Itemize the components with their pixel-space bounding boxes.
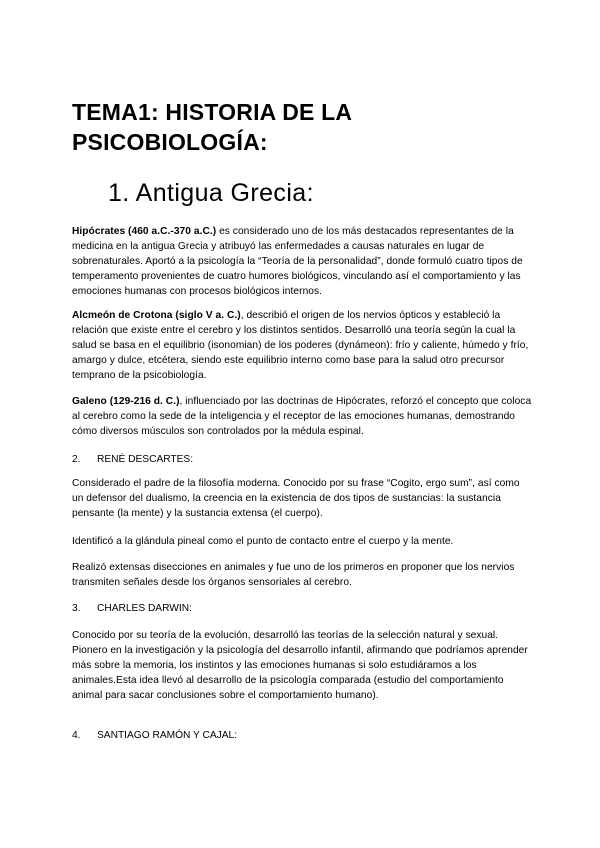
list-number: 2. (72, 454, 81, 465)
section-heading-ramon-y-cajal (72, 728, 237, 743)
section-heading-descartes (72, 452, 193, 467)
list-number: 3. (72, 603, 81, 614)
paragraph-descartes-2: Identificó a la glándula pineal como el punto de contacto entre el cuerpo y la mente. (72, 536, 454, 547)
section-heading-darwin (72, 601, 192, 616)
list-heading-text: SANTIAGO RAMÓN Y CAJAL: (97, 730, 238, 741)
paragraph-alcmeon (72, 308, 532, 383)
document-title: TEMA1: HISTORIA DE LA PSICOBIOLOGÍA: (72, 99, 352, 155)
paragraph-descartes-1: Considerado el padre de la filosofía moderna. Conocido por su frase “Cogito, ergo sum”, así como un defensor del dualismo, la creencia en la existencia de dos tipos de sustancias: la sustancia pensante (la mente) y la sustancia extensa (el cuerpo). (72, 478, 520, 519)
paragraph-darwin: Conocido por su teoría de la evolución, desarrolló las teorías de la selección natural y sexual. Pionero en la investigación y la psicología del desarrollo infantil, afirmando que podríamos aprender más sobre la memoria, los instintos y las emociones humanas si solo estudiáramos a los animales.Esta idea llevó al desarrollo de la psicología comparada (estudio del comportamiento animal para sacar conclusiones sobre el comportamiento humano). (72, 630, 528, 701)
paragraph-hipocrates (72, 224, 532, 299)
paragraph-galeno (72, 394, 532, 439)
alcmeon-name: Alcmeón de Crotona (siglo V a. C.) (72, 310, 241, 321)
list-heading-text: RENÉ DESCARTES: (97, 454, 194, 465)
galeno-text: , influenciado por las doctrinas de Hipócrates, reforzó el concepto que coloca al cerebro como la sede de la inteligencia y el receptor de las emociones humanas, demostrando cómo diversos músculos son controlados por la médula espinal. (72, 396, 532, 437)
alcmeon-text: , describió el origen de los nervios ópticos y estableció la relación que existe entre el cerebro y los distintos sentidos. Desarrolló una teoría según la cual la salud se basa en el equilibrio (isonomian) de los poderes (dynámeon): frío y caliente, húmedo y frío, amargo y dulce, etcétera, siendo este equilibrio interno como base para la salud otro precursor temprano de la psicobiología. (72, 310, 529, 381)
paragraph-descartes-3: Realizó extensas disecciones en animales y fue uno de los primeros en proponer que los nervios transmiten señales desde los órganos sensoriales al cerebro. (72, 562, 515, 588)
section-heading-antigua-grecia: 1. Antigua Grecia: (108, 179, 314, 207)
hipocrates-name: Hipócrates (460 a.C.-370 a.C.) (72, 226, 217, 237)
galeno-name: Galeno (129-216 d. C.) (72, 396, 180, 407)
list-heading-text: CHARLES DARWIN: (97, 603, 192, 614)
hipocrates-text: es considerado uno de los más destacados representantes de la medicina en la antigua Grecia y atribuyó las enfermedades a causas naturales en lugar de sobrenaturales. Aportó a la psicología la “Teoría de la personalidad”, donde formuló cuatro tipos de temperamento provenientes de cuatro humores biológicos, vinculando así el comportamiento y las emociones humanas con procesos biológicos internos. (72, 226, 523, 297)
list-number: 4. (72, 730, 81, 741)
